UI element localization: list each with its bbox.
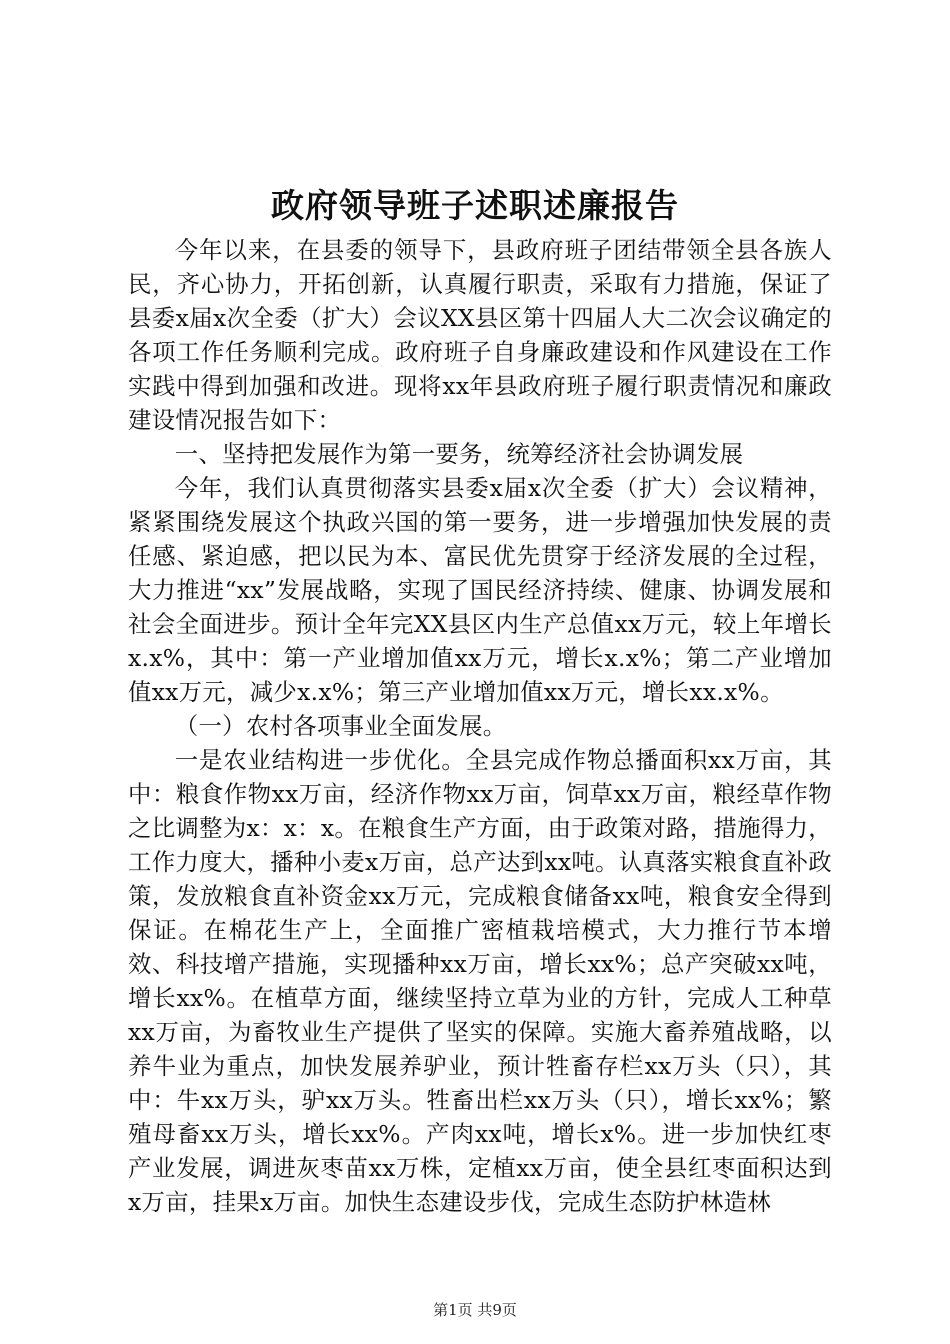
- document-title: 政府领导班子述职述廉报告: [271, 186, 679, 225]
- section-heading-1: 一、坚持把发展作为第一要务，统筹经济社会协调发展: [174, 440, 744, 468]
- document-body: [128, 233, 832, 1219]
- total-pages: 共9页: [477, 1301, 517, 1319]
- paragraph-economy: 今年，我们认真贯彻落实县委x届x次全委（扩大）会议精神，紧紧围绕发展这个执政兴国的第一要务，进一步增强加快发展的责任感、紧迫感，把以民为本、富民优先贯穿于经济发展的全过程，大力推进“xx”发展战略，实现了国民经济持续、健康、协调发展和社会全面进步。预计全年完XX县区内生产总值xx万元，较上年增长x.x%，其中：第一产业增加值xx万元，增长x.x%；第二产业增加值xx万元，减少x.x%；第三产业增加值xx万元，增长xx.x%。: [128, 474, 832, 706]
- subsection-heading-1: （一）农村各项事业全面发展。: [174, 712, 507, 740]
- paragraph-intro: 今年以来，在县委的领导下，县政府班子团结带领全县各族人民，齐心协力，开拓创新，认真履行职责，采取有力措施，保证了县委x届x次全委（扩大）会议XX县区第十四届人大二次会议确定的各项工作任务顺利完成。政府班子自身廉政建设和作风建设在工作实践中得到加强和改进。现将xx年县政府班子履行职责情况和廉政建设情况报告如下：: [128, 236, 832, 434]
- page-number: 第1页: [433, 1301, 473, 1319]
- paragraph-agriculture: 一是农业结构进一步优化。全县完成作物总播面积xx万亩，其中：粮食作物xx万亩，经济作物xx万亩，饲草xx万亩，粮经草作物之比调整为x：x：x。在粮食生产方面，由于政策对路，措施得力，工作力度大，播种小麦x万亩，总产达到xx吨。认真落实粮食直补政策，发放粮食直补资金xx万元，完成粮食储备xx吨，粮食安全得到保证。在棉花生产上，全面推广密植栽培模式，大力推行节本增效、科技增产措施，实现播种xx万亩，增长xx%；总产突破xx吨，增长xx%。在植草方面，继续坚持立草为业的方针，完成人工种草xx万亩，为畜牧业生产提供了坚实的保障。实施大畜养殖战略，以养牛业为重点，加快发展养驴业，预计牲畜存栏xx万头（只），其中：牛xx万头，驴xx万头。牲畜出栏xx万头（只），增长xx%；繁殖母畜xx万头，增长xx%。产肉xx吨，增长x%。进一步加快红枣产业发展，调进灰枣苗xx万株，定植xx万亩，使全县红枣面积达到x万亩，挂果x万亩。加快生态建设步伐，完成生态防护林造林: [128, 746, 832, 1216]
- page-footer: [0, 1300, 950, 1320]
